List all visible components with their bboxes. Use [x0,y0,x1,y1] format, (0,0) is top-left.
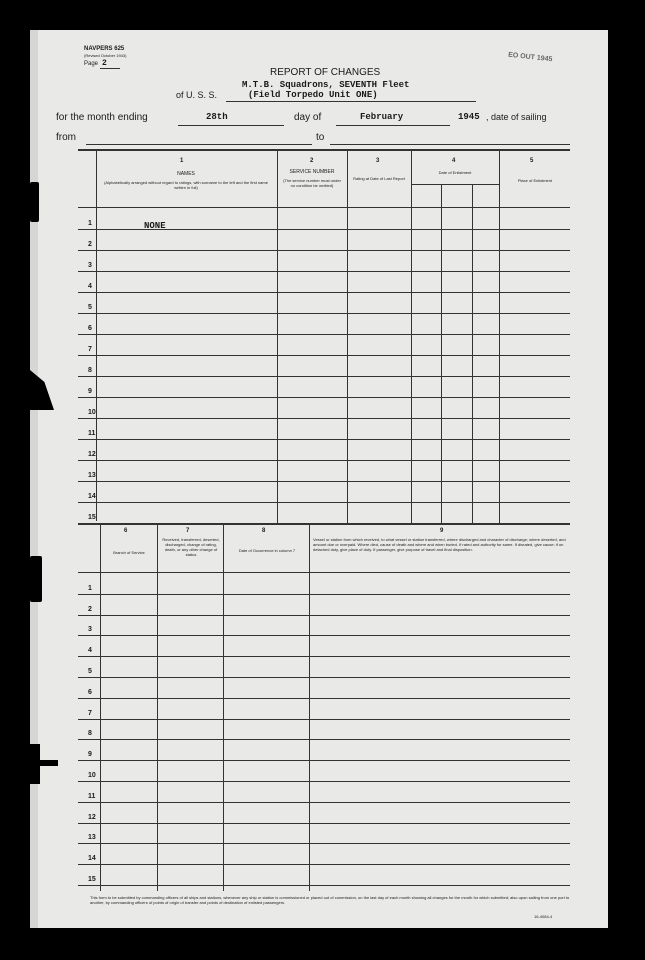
table-row [78,635,570,636]
table-row [78,594,570,595]
col-1-note: (Alphabetically arranged without regard to ratings, with surname to the left and the first name written in full) [104,180,268,190]
col-7-heading: Received, transferred, deserted, discharged, change of rating, death, or any other change of status [162,537,220,557]
table-row [78,698,570,699]
scan-speckle [30,30,38,928]
table-row [78,292,570,293]
row-number: 12 [88,451,96,458]
col-2-number: 2 [310,158,314,164]
form-id: NAVPERS 625 [84,46,125,52]
uss-label: of U. S. S. [176,90,218,100]
row-number: 8 [88,367,92,374]
table-row [78,460,570,461]
table-row [78,334,570,335]
col-2-note: (The service number must under no condition be omitted) [283,178,341,188]
col-6-heading: Branch of Service [113,550,145,555]
row-number: 15 [88,876,96,883]
row-number: 2 [88,605,92,613]
form-revised: (Revised October 1943) [84,53,127,58]
row-number: 3 [88,262,92,269]
row-number: 9 [88,751,92,759]
table-row [78,355,570,356]
table-row [78,502,570,503]
col-4-heading: Date of Enlistment [438,170,472,175]
row-number: 13 [88,834,96,842]
table-row [78,864,570,865]
binder-mark [30,182,39,222]
table-row [78,677,570,678]
sailing-label: , date of sailing [486,112,547,122]
col-9-heading: Vessel or station from which received, to what vessel or station transferred, where discharged and character of discharge; where deserted, and amount due or overpaid. Where died, cause of death and where and when buried. If rated and authority for same. If disrated, give cause; if on detached duty, give place of duty. If passenger, give purpose of travel and final disposition. [313,537,566,552]
row-number: 9 [88,388,92,395]
row-number: 8 [88,730,92,738]
year: 1945 [458,112,480,122]
col-4-number: 4 [452,158,456,164]
date-stamp: EO OUT 1945 [507,51,553,64]
table-row [78,376,570,377]
footer-code: 16-4084-4 [534,914,553,919]
row-number: 2 [88,241,92,248]
row-number: 11 [88,792,96,800]
table-row [78,481,570,482]
month-label: for the month ending [56,112,148,123]
col-5-heading: Place of Enlistment [517,178,553,183]
row-number: 6 [88,325,92,332]
row-number: 14 [88,493,96,500]
table-row [78,250,570,251]
row-number: 11 [88,430,96,437]
table-row [78,739,570,740]
report-of-changes-sheet [30,30,608,928]
row-number: 7 [88,709,92,717]
table-row [78,802,570,803]
col-3-heading: Rating at Date of Last Report [353,176,405,181]
col-3-number: 3 [376,158,380,164]
col-1-heading: NAMES [177,171,195,177]
col-7-number: 7 [186,528,190,534]
page-label: Page [84,61,99,67]
table-row [78,719,570,720]
table-row [78,781,570,782]
col-6-number: 6 [124,528,128,534]
unit-line-2: (Field Torpedo Unit ONE) [248,90,378,100]
row-number: 5 [88,304,92,311]
table-row [78,843,570,844]
col-5-number: 5 [530,158,534,164]
row-number: 4 [88,283,92,290]
row-number: 5 [88,668,92,675]
table-row [78,885,570,886]
row-number: 14 [88,855,96,863]
col-8-number: 8 [262,528,266,534]
table-row [78,313,570,314]
row-number: 12 [88,813,96,821]
table-row [78,656,570,657]
row-number: 15 [88,514,96,521]
table-row [78,615,570,616]
table-row [78,418,570,419]
row-number: 13 [88,472,96,479]
binder-mark [30,556,42,602]
row-number: 6 [88,688,92,696]
col-8-heading: Date of Occurrence in column 7 [238,548,296,553]
footer-note: This form to be submitted by commanding officers of all ships and stations, whenever any ship or station is commissioned or placed out of commission, on the last day of each month showing all changes for the month for which submitted; also upon sailing from one port to another, by commanding officers of points of origin of transfer and points of destination of enlisted passengers. [90,895,570,905]
unit-line-1: M.T.B. Squadrons, SEVENTH Fleet [242,80,410,90]
form-title: REPORT OF CHANGES [270,67,381,78]
col-9-number: 9 [440,528,444,534]
col-1-number: 1 [180,158,184,164]
row-number: 4 [88,647,92,655]
from-label: from [56,132,76,143]
row-number: 1 [88,584,92,592]
row-number: 7 [88,346,92,353]
month-name: February [360,112,404,122]
binder-mark [36,760,58,766]
table-row [78,439,570,440]
row-number: 1 [88,220,92,227]
to-label: to [316,132,325,143]
entry-name-none: NONE [144,221,166,231]
table-row [78,760,570,761]
col-2-heading: SERVICE NUMBER [289,169,335,175]
day-of-label: day of [294,112,322,123]
row-number: 3 [88,626,92,634]
table-row [78,823,570,824]
table-row [78,271,570,272]
month-day: 28th [206,112,228,122]
row-number: 10 [88,772,96,779]
page-number: 2 [102,59,107,68]
row-number: 10 [88,409,96,416]
table-row [78,397,570,398]
